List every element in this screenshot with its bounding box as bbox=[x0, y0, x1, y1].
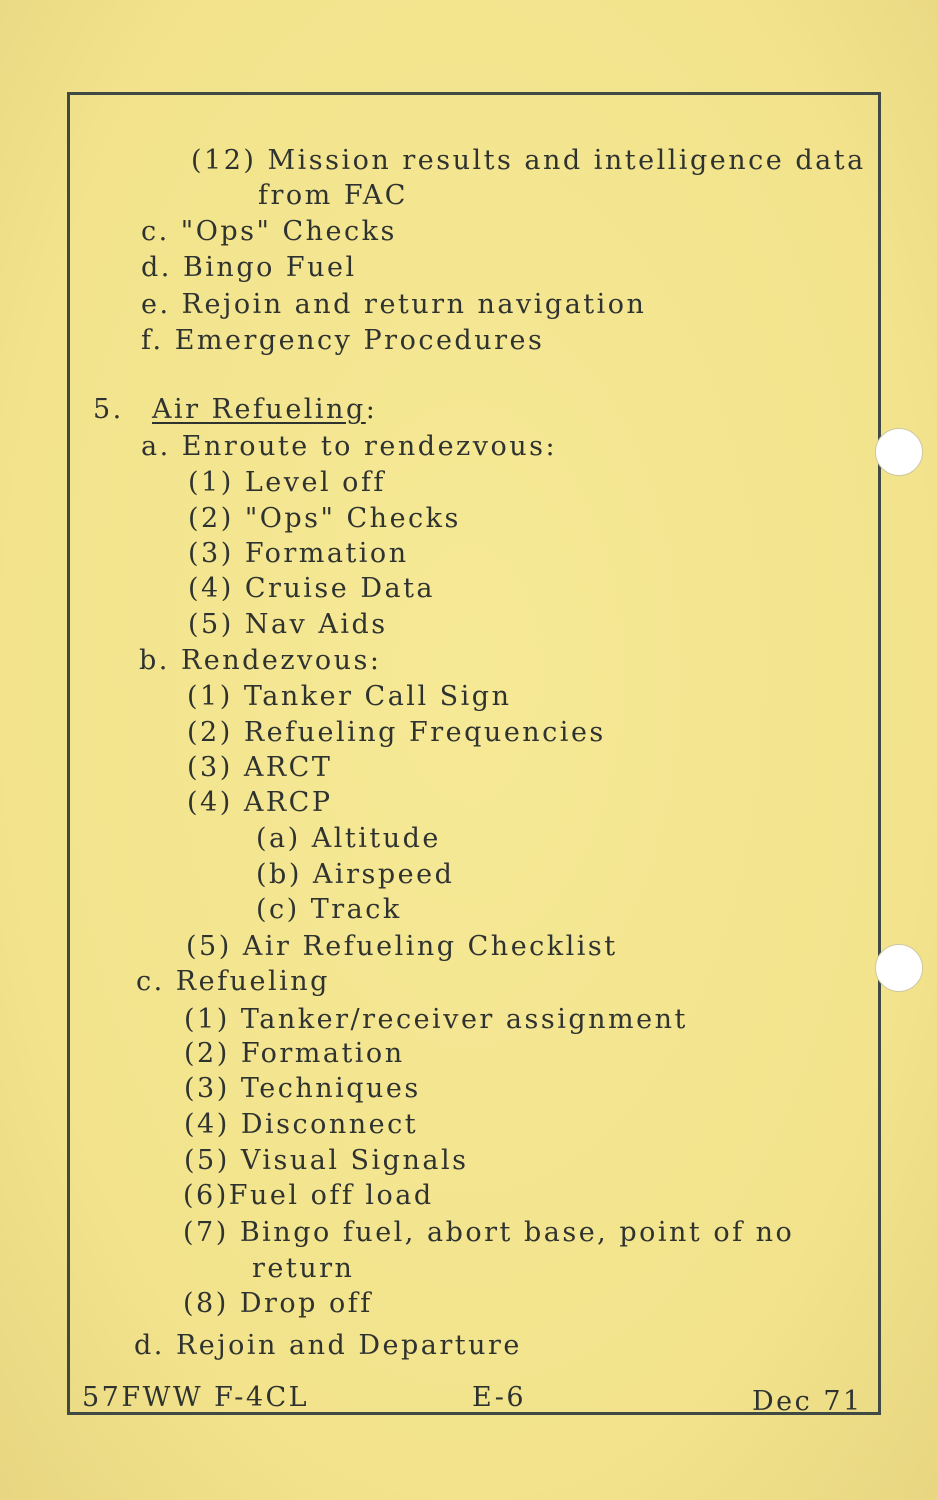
item-5b-4a: (a) Altitude bbox=[256, 823, 441, 854]
item-5c-4: (4) Disconnect bbox=[184, 1109, 419, 1140]
footer-left: 57FWW F-4CL bbox=[82, 1382, 310, 1413]
binder-hole-bottom bbox=[875, 944, 923, 992]
section-5-number: 5. bbox=[93, 394, 124, 425]
item-5b-5: (5) Air Refueling Checklist bbox=[186, 931, 618, 962]
item-5c-3: (3) Techniques bbox=[184, 1073, 421, 1104]
item-4e: e. Rejoin and return navigation bbox=[141, 289, 647, 320]
item-5b: b. Rendezvous: bbox=[139, 645, 382, 676]
item-5b-4: (4) ARCP bbox=[187, 787, 333, 818]
item-4-12: (12) Mission results and intelligence data bbox=[191, 145, 866, 176]
item-5b-2: (2) Refueling Frequencies bbox=[187, 717, 606, 748]
footer-date: Dec 71 bbox=[752, 1386, 863, 1417]
item-5c-5: (5) Visual Signals bbox=[184, 1145, 469, 1176]
item-4c: c. "Ops" Checks bbox=[141, 216, 397, 247]
section-5-title bbox=[152, 394, 377, 426]
item-5c-7: (7) Bingo fuel, abort base, point of no bbox=[183, 1217, 795, 1248]
item-5a-1: (1) Level off bbox=[188, 467, 386, 498]
section-5-title-text: Air Refueling bbox=[152, 394, 366, 425]
binder-hole-top bbox=[875, 428, 923, 476]
item-5b-4b: (b) Airspeed bbox=[256, 859, 455, 890]
item-5c-7-continued: return bbox=[252, 1253, 355, 1284]
item-5a-2: (2) "Ops" Checks bbox=[188, 503, 461, 534]
item-5c-2: (2) Formation bbox=[184, 1038, 405, 1069]
item-5a-3: (3) Formation bbox=[188, 538, 409, 569]
item-5a-5: (5) Nav Aids bbox=[188, 609, 388, 640]
item-5d: d. Rejoin and Departure bbox=[134, 1330, 522, 1361]
section-5-title-colon: : bbox=[365, 394, 378, 425]
item-4d: d. Bingo Fuel bbox=[141, 252, 357, 283]
item-5a-4: (4) Cruise Data bbox=[188, 573, 436, 604]
item-5a: a. Enroute to rendezvous: bbox=[141, 431, 558, 462]
item-5c-1: (1) Tanker/receiver assignment bbox=[184, 1004, 688, 1035]
item-5b-3: (3) ARCT bbox=[187, 752, 333, 783]
footer-page-number: E-6 bbox=[472, 1382, 527, 1413]
item-5b-4c: (c) Track bbox=[256, 894, 402, 925]
item-5c-6: (6)Fuel off load bbox=[183, 1180, 434, 1211]
item-5b-1: (1) Tanker Call Sign bbox=[187, 681, 512, 712]
item-5c: c. Refueling bbox=[136, 966, 330, 997]
item-4f: f. Emergency Procedures bbox=[141, 325, 545, 356]
item-5c-8: (8) Drop off bbox=[183, 1288, 373, 1319]
item-4-12-continued: from FAC bbox=[258, 180, 408, 211]
